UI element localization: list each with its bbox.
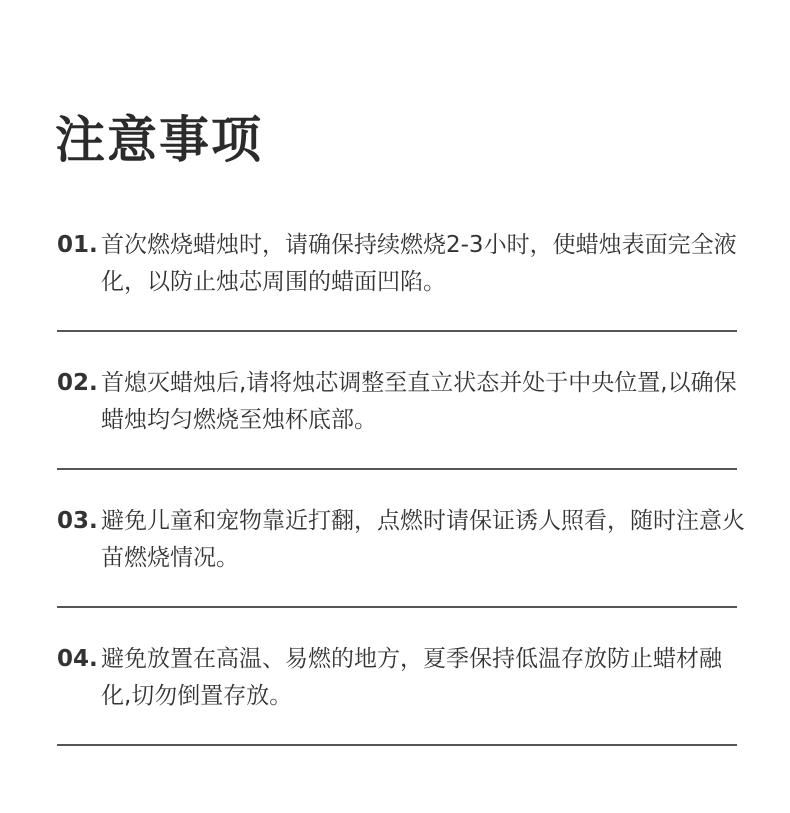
note-item-1 [57, 225, 737, 363]
page-title: 注意事项 [55, 111, 263, 169]
divider [57, 744, 737, 746]
note-number: 02. [57, 370, 98, 396]
notes-list [57, 225, 745, 777]
note-item-3 [57, 501, 745, 639]
divider [57, 468, 737, 470]
note-text: 首次燃烧蜡烛时，请确保持续燃烧2-3小时，使蜡烛表面完全液化，以防止烛芯周围的蜡面凹陷。 [101, 232, 737, 295]
note-number: 03. [57, 508, 98, 534]
note-text: 首熄灭蜡烛后,请将烛芯调整至直立状态并处于中央位置,以确保蜡烛均匀燃烧至烛杯底部。 [101, 370, 737, 433]
note-item-4 [57, 639, 737, 777]
note-text: 避免放置在高温、易燃的地方，夏季保持低温存放防止蜡材融化,切勿倒置存放。 [101, 646, 722, 709]
note-item-2 [57, 363, 737, 501]
note-text: 避免儿童和宠物靠近打翻，点燃时请保证诱人照看，随时注意火苗燃烧情况。 [101, 508, 745, 571]
divider [57, 330, 737, 332]
note-number: 01. [57, 232, 98, 258]
divider [57, 606, 737, 608]
note-number: 04. [57, 646, 98, 672]
